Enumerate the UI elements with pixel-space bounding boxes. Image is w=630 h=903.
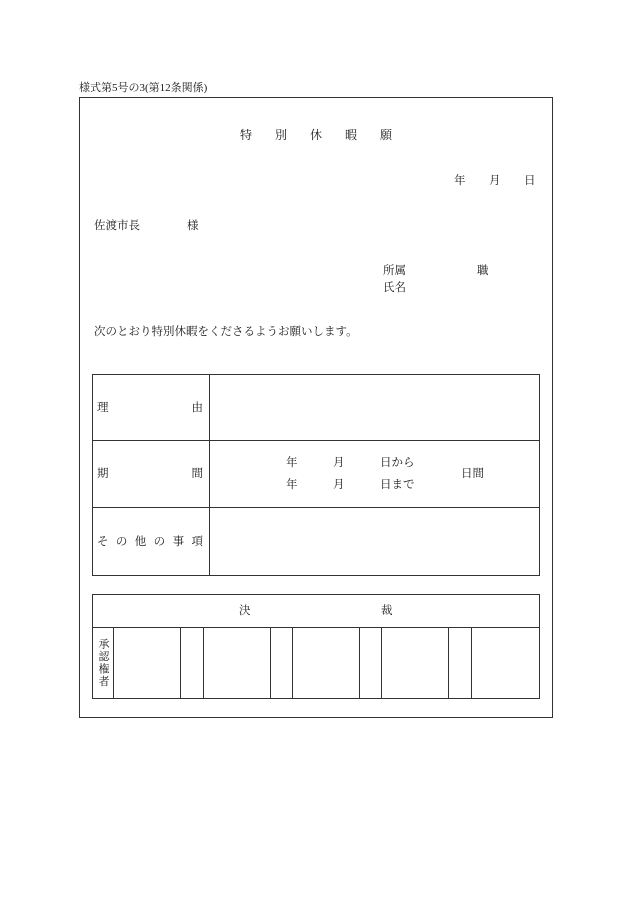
reason-label xyxy=(93,375,210,441)
period-to-line xyxy=(210,479,539,491)
period-days: 日間 xyxy=(461,468,484,480)
period-label-char: 間 xyxy=(191,468,203,480)
approval-stamp-cell xyxy=(472,628,539,698)
period-to-month: 月 xyxy=(333,479,345,491)
approval-table xyxy=(92,594,540,699)
other-matters-field xyxy=(210,508,539,575)
period-field xyxy=(210,441,539,508)
other-label-char: の xyxy=(115,535,128,548)
date-day-label: 日 xyxy=(524,175,536,187)
addressee-name: 佐渡市長 xyxy=(94,220,140,232)
reason-label-char: 由 xyxy=(191,401,203,414)
period-from-line xyxy=(210,457,539,469)
approval-row xyxy=(93,628,539,698)
period-to-year: 年 xyxy=(286,479,298,491)
period-to-day: 日まで xyxy=(380,479,415,491)
period-label xyxy=(93,441,210,508)
period-from-month: 月 xyxy=(333,457,345,469)
approval-stamp-cell xyxy=(114,628,181,698)
approval-narrow-cell xyxy=(181,628,204,698)
approver-label-cell xyxy=(93,628,114,698)
reason-field xyxy=(210,375,539,441)
addressee-honorific: 様 xyxy=(187,220,199,232)
period-from-year: 年 xyxy=(286,457,298,469)
approval-header-char: 裁 xyxy=(381,605,393,617)
form-number: 様式第5号の3(第12条関係) xyxy=(79,82,208,94)
period-label-char: 期 xyxy=(97,468,109,480)
reason-label-char: 理 xyxy=(97,401,109,414)
approval-header-char: 決 xyxy=(239,605,251,617)
other-label-char: 項 xyxy=(191,535,203,548)
other-matters-label xyxy=(93,508,210,575)
approval-stamp-cell xyxy=(204,628,271,698)
approval-narrow-cell xyxy=(271,628,293,698)
request-text: 次のとおり特別休暇をくださるようお願いします。 xyxy=(94,326,358,338)
period-from-day: 日から xyxy=(380,457,415,469)
other-label-char: の xyxy=(153,535,166,548)
approval-stamp-cell xyxy=(293,628,360,698)
other-label-char: そ xyxy=(97,535,109,548)
approval-narrow-cell xyxy=(360,628,382,698)
other-label-char: 他 xyxy=(134,535,147,548)
position-label: 職 xyxy=(477,265,489,277)
approval-header xyxy=(93,595,539,628)
affiliation-label: 所属 xyxy=(383,265,406,277)
details-table xyxy=(92,374,540,576)
approval-narrow-cell xyxy=(449,628,472,698)
date-year-label: 年 xyxy=(454,175,466,187)
approver-label: 承認権者 xyxy=(97,638,109,688)
date-month-label: 月 xyxy=(489,175,501,187)
applicant-name-label: 氏名 xyxy=(383,282,406,294)
approval-stamp-cell xyxy=(382,628,449,698)
form-title: 特別休暇願 xyxy=(240,128,416,142)
other-label-char: 事 xyxy=(172,535,185,548)
